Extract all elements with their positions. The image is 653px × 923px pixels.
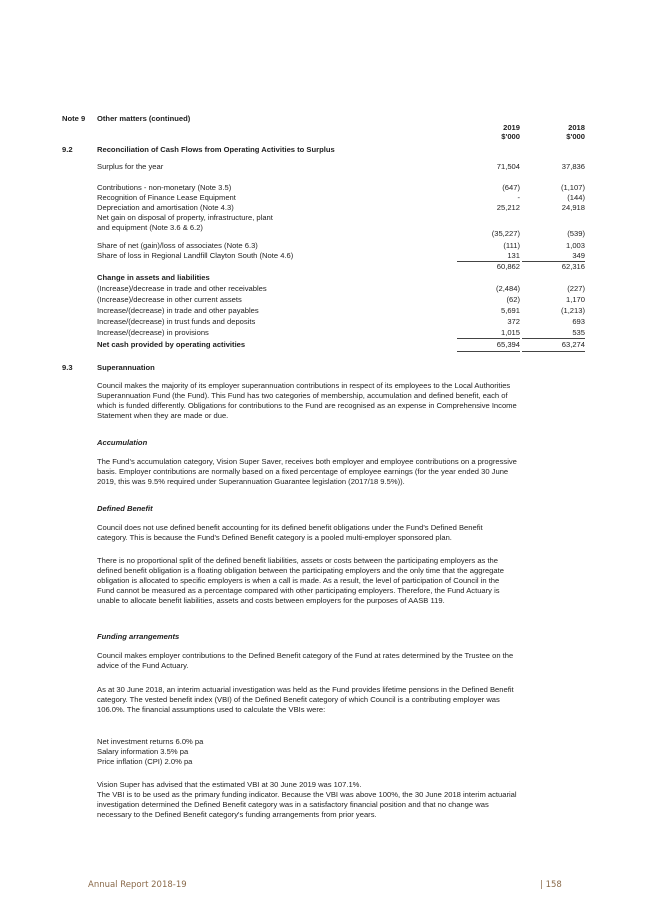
adjustment-2018: 1,003 [565, 241, 585, 250]
adjustment-label: Recognition of Finance Lease Equipment [97, 193, 236, 202]
adjustment-label: Depreciation and amortisation (Note 4.3) [97, 203, 234, 212]
adjustment-2018: 24,918 [561, 203, 585, 212]
note-title: Other matters (continued) [97, 114, 191, 123]
paragraph-line: 2019, this was 9.5% required under Superannuation Guarantee legislation (2017/18 9.5%)). [97, 477, 405, 486]
change-2019: 372 [507, 317, 520, 326]
paragraph-line: Vision Super has advised that the estimated VBI at 30 June 2019 was 107.1%. [97, 780, 362, 789]
adjustment-2018: 349 [572, 251, 585, 260]
paragraph-line: There is no proportional split of the defined benefit liabilities, assets or costs between the participating employers as the [97, 556, 499, 565]
accumulation-paragraph [97, 457, 587, 487]
defined-benefit-paragraph-2 [97, 556, 587, 606]
funding-arrangements-heading: Funding arrangements [97, 632, 180, 641]
unit-2018: $'000 [566, 132, 585, 141]
footer-report-title: Annual Report 2018-19 [88, 880, 187, 890]
paragraph-line: which is funded differently. Obligations for contributions to the Fund are recognised as an expense in Comprehensive Income [97, 401, 517, 410]
column-header-2018: 2018 [568, 123, 585, 132]
total-underline-2019 [457, 351, 520, 352]
change-2019: 5,691 [500, 306, 520, 315]
paragraph-line: defined benefit obligation is a floating obligation between the participating employers and the only time that the aggregate [97, 566, 504, 575]
paragraph-line: necessary to the Defined Benefit category's funding arrangements from prior years. [97, 810, 377, 819]
paragraph-line: Fund cannot be measured as a percentage compared with other participating employers. Therefore, the Fund Actuary is [97, 586, 500, 595]
net-cash-2018: 63,274 [561, 340, 585, 349]
funding-paragraph-3 [97, 780, 587, 820]
paragraph-line: Council does not use defined benefit accounting for its defined benefit obligations under the Fund's Defined Benefit [97, 523, 483, 532]
total-underline-2018 [522, 351, 585, 352]
adjustment-label: Share of loss in Regional Landfill Clayton South (Note 4.6) [97, 251, 294, 260]
unit-2019: $'000 [501, 132, 520, 141]
paragraph-line: Superannuation Fund (the Fund). This Fund has two categories of membership, accumulation and defined benefit, each of [97, 391, 508, 400]
paragraph-line: Council makes employer contributions to the Defined Benefit category of the Fund at rates determined by the Trustee on the [97, 651, 514, 660]
defined-benefit-paragraph-1 [97, 523, 587, 543]
adjustment-2019: 25,212 [496, 203, 520, 212]
section-number-9-2: 9.2 [62, 145, 73, 154]
paragraph-line: basis. Employer contributions are normally based on a fixed percentage of employee earnings (for the year ended 30 June [97, 467, 509, 476]
change-2018: (1,213) [560, 306, 585, 315]
section-title-reconciliation: Reconciliation of Cash Flows from Operating Activities to Surplus [97, 145, 335, 154]
adjustment-2018: (1,107) [560, 183, 585, 192]
total-rule-2019 [457, 338, 520, 339]
surplus-2018: 37,836 [561, 162, 585, 171]
note-number: Note 9 [62, 114, 86, 123]
paragraph-line: Statement when they are made or due. [97, 411, 229, 420]
column-header-2019: 2019 [503, 123, 520, 132]
change-2018: (227) [567, 284, 585, 293]
paragraph-line: Council makes the majority of its employer superannuation contributions in respect of its employees to the Local Authorities [97, 381, 511, 390]
accumulation-heading: Accumulation [97, 438, 148, 447]
paragraph-line: unable to allocate benefit liabilities, assets and costs between employers for the purposes of AASB 119. [97, 596, 445, 605]
adjustment-2019: (35,227) [491, 229, 520, 238]
adjustment-2018: (539) [567, 229, 585, 238]
adjustment-label: Share of net (gain)/loss of associates (Note 6.3) [97, 241, 258, 250]
adjustment-2019: (111) [503, 241, 520, 250]
change-label: Increase/(decrease) in trust funds and deposits [97, 317, 256, 326]
superannuation-intro [97, 381, 587, 421]
list-item: Net investment returns 6.0% pa [97, 737, 204, 746]
subtotal-2018: 62,316 [561, 262, 585, 271]
list-item: Price inflation (CPI) 2.0% pa [97, 757, 193, 766]
net-cash-2019: 65,394 [496, 340, 520, 349]
change-2019: (62) [506, 295, 520, 304]
change-label: Increase/(decrease) in trade and other payables [97, 306, 259, 315]
paragraph-line: The VBI is to be used as the primary funding indicator. Because the VBI was above 100%, the 30 June 2018 interim actuarial [97, 790, 517, 799]
list-item: Salary information 3.5% pa [97, 747, 189, 756]
changes-heading: Change in assets and liabilities [97, 273, 210, 282]
paragraph-line: The Fund's accumulation category, Vision Super Saver, receives both employer and employee contributions on a progressive [97, 457, 517, 466]
change-2018: 693 [572, 317, 585, 326]
paragraph-line: investigation determined the Defined Benefit category was in a satisfactory financial position and that no change was [97, 800, 489, 809]
defined-benefit-heading: Defined Benefit [97, 504, 153, 513]
surplus-label: Surplus for the year [97, 162, 164, 171]
funding-paragraph-1 [97, 651, 587, 671]
change-label: (Increase)/decrease in other current assets [97, 295, 242, 304]
paragraph-line: category. The vested benefit index (VBI) of the Defined Benefit category of which Council is a contributing employer was [97, 695, 500, 704]
change-label: (Increase)/decrease in trade and other receivables [97, 284, 267, 293]
adjustment-label: and equipment (Note 3.6 & 6.2) [97, 223, 203, 232]
total-rule-2018 [522, 338, 585, 339]
adjustment-label: Net gain on disposal of property, infrastructure, plant [97, 213, 273, 222]
adjustment-2018: (144) [567, 193, 585, 202]
net-cash-label: Net cash provided by operating activities [97, 340, 246, 349]
paragraph-line: As at 30 June 2018, an interim actuarial investigation was held as the Fund provides lifetime pensions in the Defined Benefit [97, 685, 514, 694]
section-title-superannuation: Superannuation [97, 363, 155, 372]
change-label: Increase/(decrease) in provisions [97, 328, 209, 337]
paragraph-line: category. This is because the Fund's Defined Benefit category is a pooled multi-employer sponsored plan. [97, 533, 452, 542]
section-number-9-3: 9.3 [62, 363, 73, 372]
adjustment-label: Contributions - non-monetary (Note 3.5) [97, 183, 232, 192]
financial-assumptions-list [97, 737, 587, 767]
paragraph-line: obligation is allocated to specific employers is when a call is made. As a result, the level of participation of Council in the [97, 576, 500, 585]
change-2018: 1,170 [565, 295, 585, 304]
adjustment-2019: - [517, 193, 520, 202]
footer-page-number: | 158 [540, 880, 562, 890]
change-2019: 1,015 [500, 328, 520, 337]
paragraph-line: 106.0%. The financial assumptions used to calculate the VBIs were: [97, 705, 326, 714]
funding-paragraph-2 [97, 685, 587, 715]
adjustment-2019: 131 [507, 251, 520, 260]
change-2018: 535 [572, 328, 585, 337]
paragraph-line: advice of the Fund Actuary. [97, 661, 189, 670]
change-2019: (2,484) [495, 284, 520, 293]
surplus-2019: 71,504 [496, 162, 520, 171]
adjustment-2019: (647) [502, 183, 520, 192]
subtotal-2019: 60,862 [496, 262, 520, 271]
